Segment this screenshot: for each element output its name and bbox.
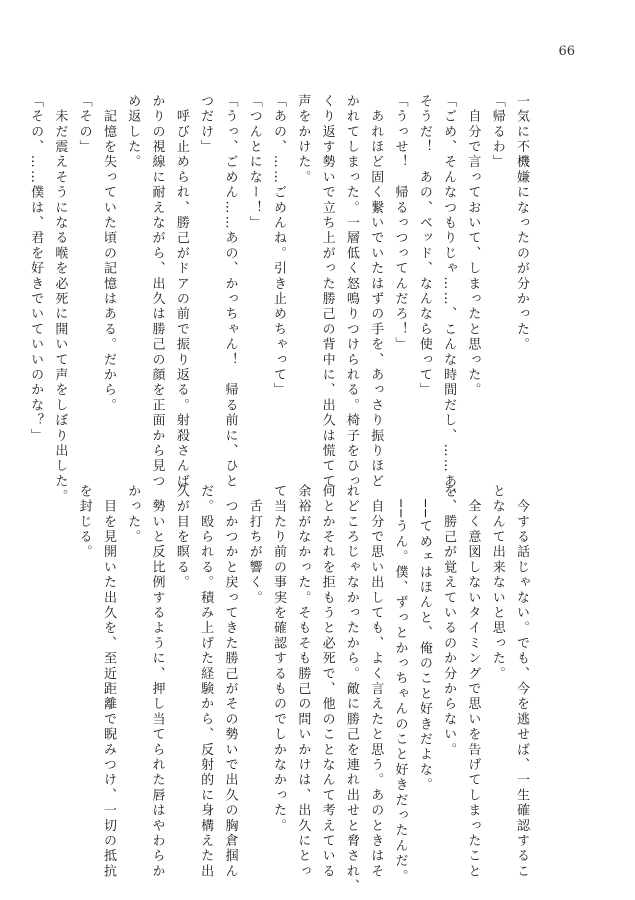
text-line: て当たり前の事実を確認するものでしかなかった。 [271, 484, 287, 834]
text-line: となんて出来ないと思った。 [489, 484, 505, 682]
text-line: 今する話じゃない。でも、今を逃せば、一生確認するこ [514, 484, 529, 880]
text-line: め返した。 [125, 94, 141, 170]
text-line: そうだ！ あの、ベッド、なんなら使って」 [416, 94, 432, 398]
text-line: 舌打ちが響く。 [246, 484, 262, 606]
text-line: 「あの、……ごめんね。引き止めちゃって」 [271, 94, 287, 398]
text-line: 自分で言っておいて、しまったと思った。 [465, 94, 481, 398]
text-line: を封じる。 [76, 484, 92, 560]
text-line: 「ごめ、そんなつもりじゃ……、こんな時間だし、……あ、 [441, 94, 457, 505]
text-line: つだけ」 [198, 94, 214, 155]
text-line: 記憶を失っていた頃の記憶はある。だから。 [100, 94, 116, 414]
text-line: 全く意図しないタイミングで思いを告げてしまったこと [465, 484, 481, 880]
text-line: つかつかと戻ってきた勝己がその勢いで出久の胸倉掴ん [222, 484, 238, 880]
text-line: 余裕がなかった。そもそも勝己の問いかけは、出久にとっ [295, 484, 311, 880]
text-line: くり返す勢いで立ち上がった勝己の背中に、出久は慌てて [319, 94, 335, 490]
text-line: 「うっ、ごめん……あの、かっちゃん！ 帰る前に、ひと [222, 94, 238, 490]
text-line: を、勝己が覚えているのか分からない。 [441, 484, 457, 758]
text-line: かった。 [125, 484, 141, 545]
text-line: 声をかけた。 [295, 94, 311, 186]
text-line: 「その」 [76, 94, 92, 155]
text-line: 未だ震えそうになる喉を必死に開いて声をしぼり出した。 [52, 94, 68, 505]
text-line: ──うん。僕、ずっとかっちゃんのこと好きだったんだ。 [392, 484, 408, 885]
text-line: 何とかそれを拒もうと必死で、他のことなんて考えている [319, 484, 335, 880]
text-line: ──てめェはほんと、俺のこと好きだよな。 [416, 484, 432, 793]
text-line: れどころじゃなかったから。敵に勝己を連れ出せと脅され、 [343, 484, 359, 895]
text-line: かりの視線に耐えながら、出久は勝己の顔を正面から見つ [149, 94, 165, 490]
text-line: 呼び止められ、勝己がドアの前で振り返る。射殺さんば [173, 94, 189, 490]
text-line: だ。殴られる。積み上げた経験から、反射的に身構えた出 [198, 484, 214, 880]
text-line: 久が目を瞑る。 [173, 484, 189, 591]
text-line: あれほど固く繋いでいたはずの手を、あっさり振りほど [368, 94, 384, 490]
text-line: 勢いと反比例するように、押し当てられた唇はやわらか [149, 484, 165, 880]
text-line: 自分で思い出しても、よく言えたと思う。あのときはそ [368, 484, 384, 880]
text-line: 「うっせ！ 帰るっつってんだろ！」 [392, 94, 408, 353]
page-number: 66 [558, 44, 575, 59]
text-line: 「つんとになー！」 [246, 94, 262, 231]
text-line: 「帰るわ」 [489, 94, 505, 170]
text-line: 「その、……僕は、君を好きでいていいのかな？」 [28, 94, 44, 444]
text-line: かれてしまった。一層低く怒鳴りつけられる。椅子をひっ [343, 94, 359, 490]
text-line: 一気に不機嫌になったのが分かった。 [514, 94, 529, 353]
upper-text-block [28, 94, 533, 505]
text-line: 目を見開いた出久を、至近距離で睨みつけ、一切の抵抗 [100, 484, 116, 880]
lower-text-block [76, 484, 533, 895]
